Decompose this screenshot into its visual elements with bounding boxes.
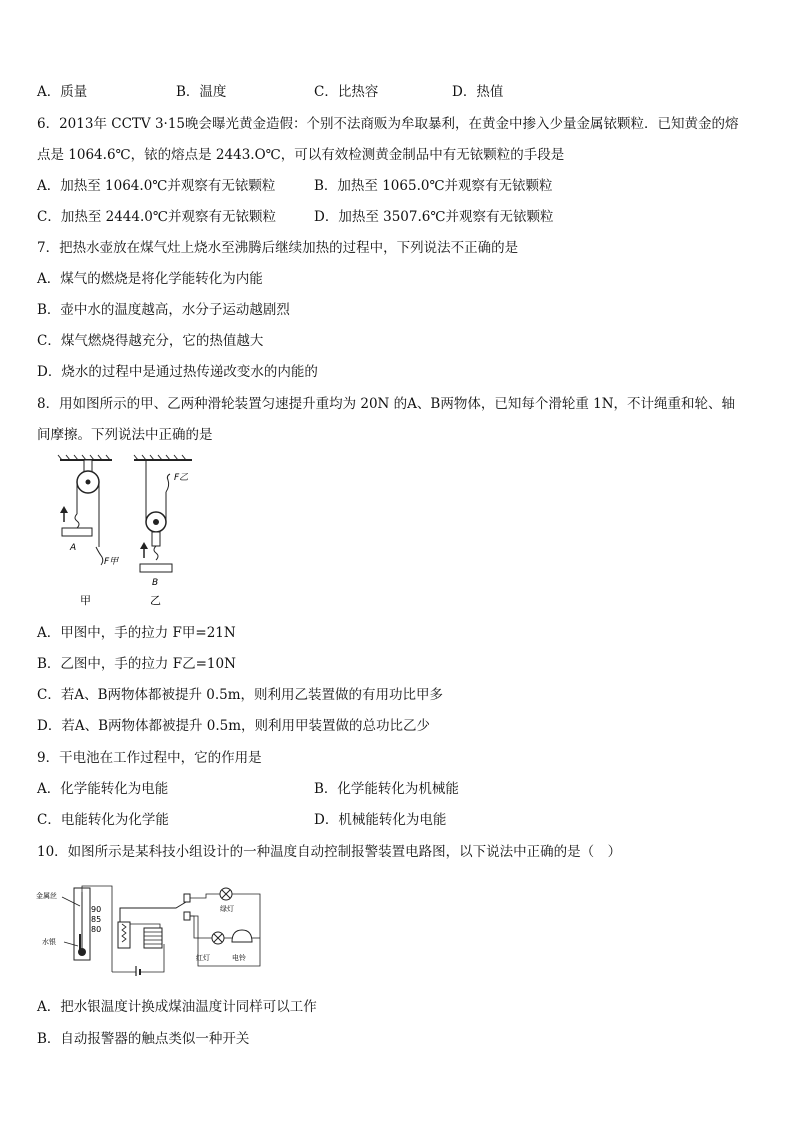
q7-stem: 7．把热水壶放在煤气灶上烧水至沸腾后继续加热的过程中，下列说法不正确的是 [37, 240, 519, 256]
q8-option-a: A．甲图中，手的拉力 F甲=21N [37, 625, 236, 641]
q5-option-c: C．比热容 [314, 84, 379, 100]
q10-scale-80: 80 [91, 925, 102, 934]
q8-force-yi: F乙 [174, 473, 189, 483]
q10-red-lamp-label: 红灯 [196, 954, 210, 962]
q5-option-b: B．温度 [176, 84, 227, 100]
q9-option-a: A．化学能转化为电能 [37, 781, 169, 797]
q8-caption-jia: 甲 [80, 594, 91, 607]
q8-stem-line2: 间摩擦。下列说法中正确的是 [37, 427, 213, 443]
q10-mercury-label: 水银 [42, 938, 56, 946]
q8-option-c: C．若A、B两物体都被提升 0.5m，则利用乙装置做的有用功比甲多 [37, 687, 444, 703]
q10-metal-wire-label: 金属丝 [36, 892, 57, 900]
q10-stem: 10．如图所示是某科技小组设计的一种温度自动控制报警装置电路图，以下说法中正确的是（ ） [37, 844, 622, 860]
q7-option-c: C．煤气燃烧得越充分，它的热值越大 [37, 333, 264, 349]
q8-label-b: B [152, 578, 159, 588]
q10-scale-85: 85 [91, 915, 102, 924]
q8-label-a: A [70, 543, 77, 553]
q9-option-b: B．化学能转化为机械能 [314, 781, 459, 797]
q6-option-d: D．加热至 3507.6℃并观察有无铱颗粒 [314, 209, 554, 225]
q6-stem-line2: 点是 1064.6℃，铱的熔点是 2443.O℃，可以有效检测黄金制品中有无铱颗粒的手段是 [37, 147, 565, 163]
q6-option-a: A．加热至 1064.0℃并观察有无铱颗粒 [37, 178, 276, 194]
q10-bell-label: 电铃 [232, 954, 246, 962]
q7-option-d: D．烧水的过程中是通过热传递改变水的内能的 [37, 364, 318, 380]
q8-pulley-figure [52, 452, 212, 612]
q10-option-a: A．把水银温度计换成煤油温度计同样可以工作 [37, 999, 317, 1015]
q6-option-b: B．加热至 1065.0℃并观察有无铱颗粒 [314, 178, 553, 194]
q9-option-c: C．电能转化为化学能 [37, 812, 169, 828]
q10-green-lamp-label: 绿灯 [220, 905, 234, 913]
q6-stem-line1: 6．2013年 CCTV 3·15晚会曝光黄金造假：个别不法商贩为牟取暴利，在黄金中掺入少量金属铱颗粒．已知黄金的熔 [37, 116, 739, 132]
q10-scale-90: 90 [91, 905, 102, 914]
q9-stem: 9．干电池在工作过程中，它的作用是 [37, 750, 262, 766]
q8-option-d: D．若A、B两物体都被提升 0.5m，则利用甲装置做的总功比乙少 [37, 718, 431, 734]
q10-option-b: B．自动报警器的触点类似一种开关 [37, 1031, 250, 1047]
q5-option-a: A．质量 [37, 84, 88, 100]
q9-option-d: D．机械能转化为电能 [314, 812, 447, 828]
q8-caption-yi: 乙 [150, 594, 161, 607]
q8-option-b: B．乙图中，手的拉力 F乙=10N [37, 656, 236, 672]
q5-option-d: D．热值 [452, 84, 504, 100]
q6-option-c: C．加热至 2444.0℃并观察有无铱颗粒 [37, 209, 276, 225]
q7-option-b: B．壶中水的温度越高，水分子运动越剧烈 [37, 302, 290, 318]
q7-option-a: A．煤气的燃烧是将化学能转化为内能 [37, 271, 263, 287]
q10-circuit-figure [36, 884, 266, 976]
q8-stem-line1: 8．用如图所示的甲、乙两种滑轮装置匀速提升重均为 20N 的A、B两物体，已知每个滑轮重 1N，不计绳重和轮、轴 [37, 396, 736, 412]
q8-force-jia: F甲 [104, 557, 119, 567]
